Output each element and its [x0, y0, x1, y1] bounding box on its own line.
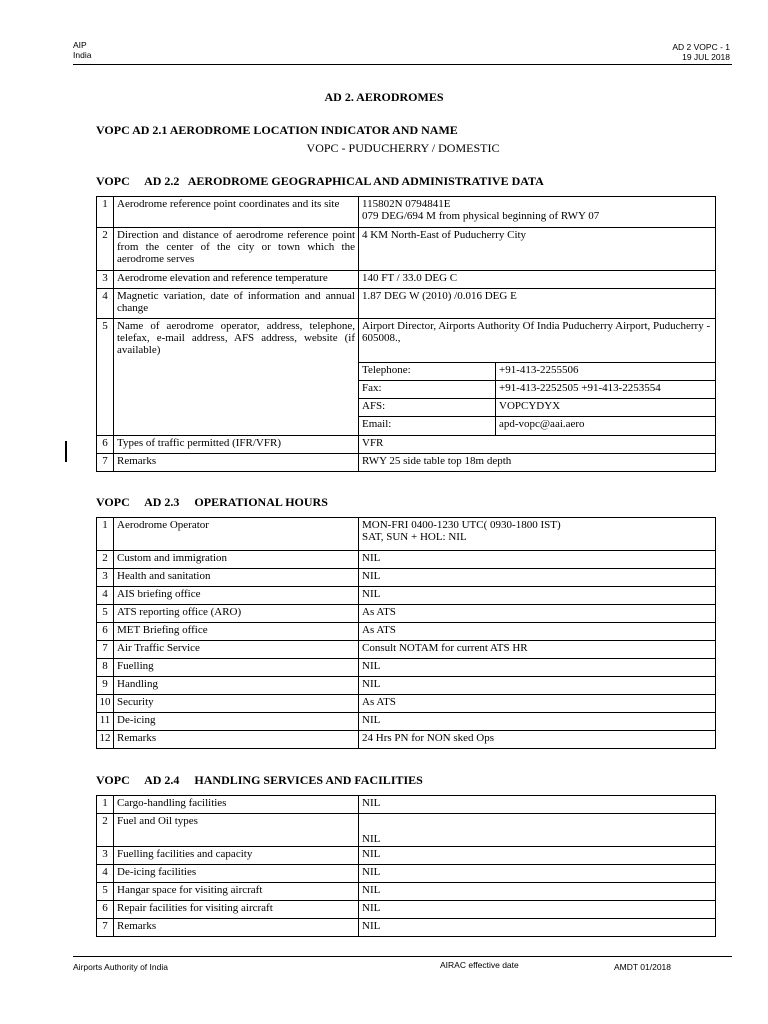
row-value: NIL — [359, 901, 716, 919]
row-number: 4 — [97, 289, 114, 319]
row-value: RWY 25 side table top 18m depth — [359, 453, 716, 471]
row-field: De-icing — [114, 713, 359, 731]
row-value: As ATS — [359, 623, 716, 641]
row-value: NIL — [359, 659, 716, 677]
row-number: 2 — [97, 551, 114, 569]
contact-table — [359, 362, 715, 435]
operational-hours-table — [96, 517, 716, 749]
row-field: Aerodrome elevation and reference temperature — [114, 271, 359, 289]
row-value: NIL — [359, 883, 716, 901]
aerodrome-name: VOPC - PUDUCHERRY / DOMESTIC — [306, 141, 500, 155]
row-field: ATS reporting office (ARO) — [114, 605, 359, 623]
header-left — [73, 40, 91, 60]
row-number: 6 — [97, 435, 114, 453]
contact-value: +91-413-2252505 +91-413-2253554 — [496, 381, 716, 399]
row-number: 2 — [97, 814, 114, 847]
table-row — [97, 518, 716, 551]
row-number: 7 — [97, 919, 114, 937]
row-field: Remarks — [114, 453, 359, 471]
row-field: Remarks — [114, 731, 359, 749]
table-row — [97, 901, 716, 919]
row-value: As ATS — [359, 695, 716, 713]
contact-value: +91-413-2255506 — [496, 363, 716, 381]
text-cursor — [65, 441, 67, 462]
table-row — [97, 197, 716, 228]
contact-label: Telephone: — [359, 363, 496, 381]
row-value: NIL — [359, 713, 716, 731]
contact-row — [359, 363, 715, 381]
row-field: Name of aerodrome operator, address, telephone, telefax, e-mail address, AFS address, website (if available) — [114, 319, 359, 436]
table-row — [97, 289, 716, 319]
row-number: 4 — [97, 587, 114, 605]
row-value-line2: SAT, SUN + HOL: NIL — [362, 531, 467, 543]
handling-services-table — [96, 795, 716, 937]
row-field: De-icing facilities — [114, 865, 359, 883]
contact-label: AFS: — [359, 399, 496, 417]
row-value-line1: 115802N 0794841E — [362, 198, 451, 210]
row-field: Fuelling — [114, 659, 359, 677]
row-value: Consult NOTAM for current ATS HR — [359, 641, 716, 659]
row-field: Hangar space for visiting aircraft — [114, 883, 359, 901]
row-number: 1 — [97, 796, 114, 814]
row-field: Aerodrome Operator — [114, 518, 359, 551]
row-value: 140 FT / 33.0 DEG C — [359, 271, 716, 289]
row-field: Fuelling facilities and capacity — [114, 847, 359, 865]
row-number: 5 — [97, 883, 114, 901]
row-value — [359, 197, 716, 228]
row-field: Cargo-handling facilities — [114, 796, 359, 814]
row-field: Health and sanitation — [114, 569, 359, 587]
row-value: NIL — [359, 919, 716, 937]
page-title: AD 2. AERODROMES — [324, 90, 444, 104]
row-value: NIL — [359, 814, 716, 847]
table-row — [97, 796, 716, 814]
operator-address: Airport Director, Airports Authority Of India Puducherry Airport, Puducherry - 605008., — [362, 320, 711, 344]
table-row — [97, 883, 716, 901]
row-value: 4 KM North-East of Puducherry City — [359, 228, 716, 271]
contact-row — [359, 399, 715, 417]
table-row — [97, 623, 716, 641]
table-row — [97, 228, 716, 271]
row-field: Custom and immigration — [114, 551, 359, 569]
row-field: Direction and distance of aerodrome reference point from the center of the city or town which the aerodrome serves — [114, 228, 359, 271]
table-row — [97, 865, 716, 883]
row-number: 8 — [97, 659, 114, 677]
row-field: Fuel and Oil types — [114, 814, 359, 847]
footer-airac: AIRAC effective date — [440, 960, 519, 970]
row-value: As ATS — [359, 605, 716, 623]
row-number: 9 — [97, 677, 114, 695]
row-value: NIL — [359, 865, 716, 883]
table-row — [97, 605, 716, 623]
contact-label: Fax: — [359, 381, 496, 399]
section-2-3-heading: VOPC AD 2.3 OPERATIONAL HOURS — [96, 495, 328, 509]
row-number: 3 — [97, 847, 114, 865]
row-field: Types of traffic permitted (IFR/VFR) — [114, 435, 359, 453]
row-value: VFR — [359, 435, 716, 453]
table-row — [97, 569, 716, 587]
row-field: Repair facilities for visiting aircraft — [114, 901, 359, 919]
row-field: Security — [114, 695, 359, 713]
row-number: 11 — [97, 713, 114, 731]
row-number: 3 — [97, 271, 114, 289]
row-value: NIL — [359, 587, 716, 605]
row-value — [359, 319, 716, 436]
geographical-admin-table — [96, 196, 716, 472]
row-number: 5 — [97, 319, 114, 436]
table-row — [97, 641, 716, 659]
table-row — [97, 271, 716, 289]
table-row — [97, 814, 716, 847]
row-value: NIL — [359, 847, 716, 865]
row-number: 1 — [97, 518, 114, 551]
row-value-line1: MON-FRI 0400-1230 UTC( 0930-1800 IST) — [362, 519, 561, 531]
row-field: AIS briefing office — [114, 587, 359, 605]
row-value: 1.87 DEG W (2010) /0.016 DEG E — [359, 289, 716, 319]
row-value: NIL — [359, 569, 716, 587]
table-row — [97, 587, 716, 605]
row-value — [359, 518, 716, 551]
row-number: 2 — [97, 228, 114, 271]
row-field: Air Traffic Service — [114, 641, 359, 659]
table-row — [97, 919, 716, 937]
row-value-line2: 079 DEG/694 M from physical beginning of RWY 07 — [362, 210, 600, 222]
section-2-2-heading: VOPC AD 2.2 AERODROME GEOGRAPHICAL AND ADMINISTRATIVE DATA — [96, 174, 544, 188]
row-field: Aerodrome reference point coordinates and its site — [114, 197, 359, 228]
contact-label: Email: — [359, 417, 496, 435]
header-date: 19 JUL 2018 — [682, 52, 730, 62]
contact-row — [359, 381, 715, 399]
table-row — [97, 847, 716, 865]
header-right — [672, 42, 730, 62]
table-row — [97, 677, 716, 695]
section-2-4-heading: VOPC AD 2.4 HANDLING SERVICES AND FACILITIES — [96, 773, 423, 787]
row-number: 7 — [97, 641, 114, 659]
row-field: Handling — [114, 677, 359, 695]
row-number: 10 — [97, 695, 114, 713]
row-value: NIL — [359, 677, 716, 695]
contact-value: VOPCYDYX — [496, 399, 716, 417]
header-divider — [73, 64, 732, 65]
header-country: India — [73, 50, 92, 60]
row-number: 12 — [97, 731, 114, 749]
contact-row — [359, 417, 715, 435]
footer-divider — [73, 956, 732, 957]
header-aip: AIP — [73, 40, 87, 50]
row-value: 24 Hrs PN for NON sked Ops — [359, 731, 716, 749]
table-row — [97, 695, 716, 713]
row-number: 6 — [97, 901, 114, 919]
row-value: NIL — [359, 551, 716, 569]
row-number: 3 — [97, 569, 114, 587]
row-number: 5 — [97, 605, 114, 623]
section-2-1-heading: VOPC AD 2.1 AERODROME LOCATION INDICATOR AND NAME — [96, 123, 458, 137]
row-field: Magnetic variation, date of information and annual change — [114, 289, 359, 319]
footer-amendment: AMDT 01/2018 — [614, 962, 672, 972]
row-field: Remarks — [114, 919, 359, 937]
row-number: 1 — [97, 197, 114, 228]
table-row — [97, 551, 716, 569]
table-row — [97, 731, 716, 749]
table-row — [97, 713, 716, 731]
table-row — [97, 453, 716, 471]
contact-value: apd-vopc@aai.aero — [496, 417, 716, 435]
row-number: 7 — [97, 453, 114, 471]
row-value: NIL — [359, 796, 716, 814]
row-number: 4 — [97, 865, 114, 883]
header-page-ref: AD 2 VOPC - 1 — [672, 42, 730, 52]
footer-publisher: Airports Authority of India — [73, 962, 168, 972]
table-row — [97, 319, 716, 436]
table-row — [97, 435, 716, 453]
table-row — [97, 659, 716, 677]
row-field: MET Briefing office — [114, 623, 359, 641]
row-number: 6 — [97, 623, 114, 641]
